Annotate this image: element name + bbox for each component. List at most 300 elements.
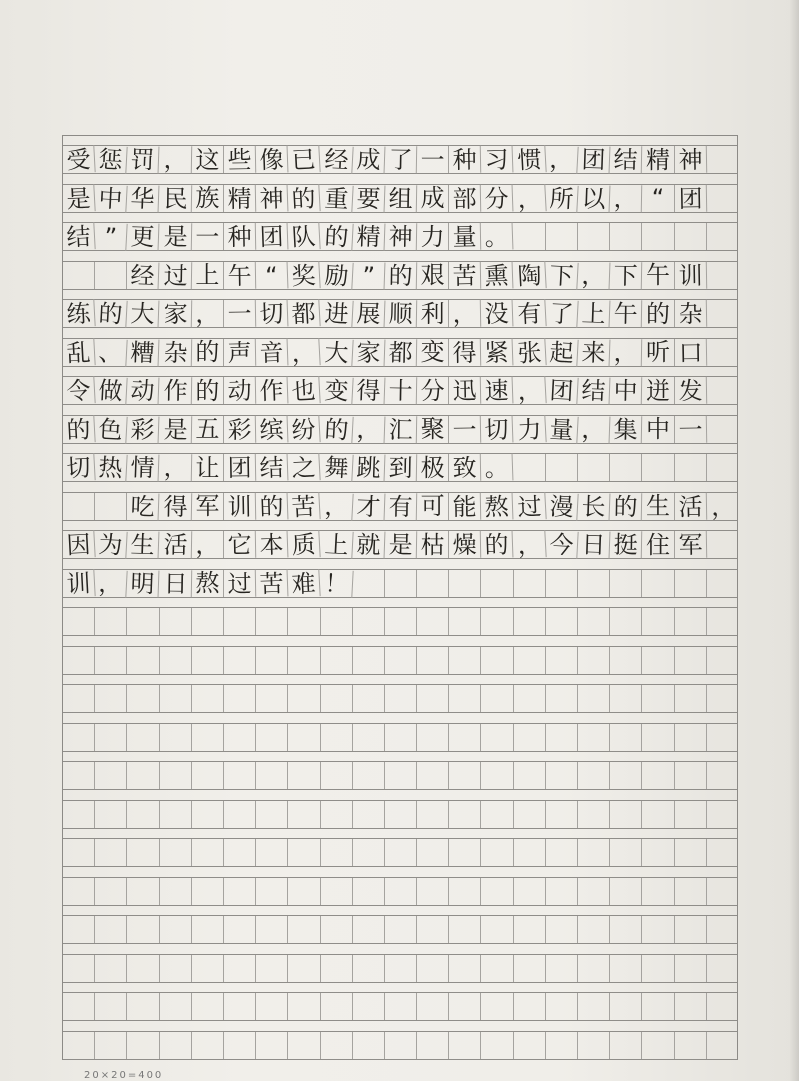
grid-cell bbox=[546, 878, 578, 905]
grid-cell: 可 bbox=[417, 493, 449, 520]
grid-cell bbox=[610, 801, 642, 828]
grid-cell: 声 bbox=[224, 338, 257, 366]
grid-cell bbox=[256, 647, 288, 674]
grid-cell bbox=[192, 916, 224, 943]
grid-cell bbox=[642, 223, 674, 250]
grid-cell: 进 bbox=[320, 299, 354, 328]
grid-cell bbox=[385, 608, 417, 635]
grid-cell: 的 bbox=[642, 300, 674, 327]
grid-row bbox=[63, 915, 737, 944]
grid-cell bbox=[192, 724, 224, 751]
grid-cell: 切 bbox=[256, 299, 289, 327]
grid-cell: 张 bbox=[513, 338, 547, 367]
grid-row bbox=[63, 838, 737, 867]
grid-cell: ， bbox=[288, 338, 322, 367]
grid-cell bbox=[546, 1032, 578, 1059]
grid-cell: 了 bbox=[385, 146, 418, 174]
grid-cell bbox=[514, 878, 546, 905]
grid-cell bbox=[95, 916, 127, 943]
grid-cell: ， bbox=[352, 415, 385, 443]
grid-cell bbox=[160, 801, 192, 828]
grid-cell bbox=[417, 1032, 449, 1059]
grid-cell bbox=[514, 1032, 546, 1059]
grid-cell: 纷 bbox=[288, 415, 322, 444]
grid-cell: 活 bbox=[159, 531, 192, 559]
grid-cell bbox=[385, 801, 417, 828]
grid-cell: 熬 bbox=[192, 570, 224, 597]
grid-cell bbox=[385, 955, 417, 982]
grid-cell: 神 bbox=[385, 223, 418, 251]
grid-cell: 华 bbox=[127, 184, 160, 212]
grid-cell: 种 bbox=[449, 146, 482, 174]
grid-cell bbox=[353, 839, 385, 866]
grid-cell bbox=[707, 1032, 739, 1059]
grid-row bbox=[63, 684, 737, 713]
grid-cell: 日 bbox=[578, 530, 611, 558]
grid-cell: 上 bbox=[578, 299, 611, 327]
grid-cell bbox=[707, 993, 739, 1020]
grid-cell bbox=[127, 839, 159, 866]
grid-cell: ， bbox=[513, 376, 547, 405]
grid-cell bbox=[675, 223, 707, 250]
grid-cell bbox=[95, 801, 127, 828]
grid-cell bbox=[578, 801, 610, 828]
grid-cell bbox=[127, 685, 159, 712]
grid-cell bbox=[449, 762, 481, 789]
grid-cell bbox=[675, 608, 707, 635]
grid-cell bbox=[256, 878, 288, 905]
grid-cell bbox=[481, 801, 513, 828]
grid-cell bbox=[192, 955, 224, 982]
grid-cell: “ bbox=[642, 185, 674, 212]
grid-cell: 重 bbox=[320, 184, 354, 213]
grid-cell bbox=[449, 801, 481, 828]
grid-cell: 跳 bbox=[352, 453, 385, 481]
grid-cell bbox=[353, 762, 385, 789]
grid-cell: ， bbox=[610, 184, 643, 212]
grid-cell bbox=[95, 724, 127, 751]
grid-cell bbox=[514, 916, 546, 943]
grid-cell: 力 bbox=[513, 415, 547, 444]
grid-cell: 得 bbox=[159, 492, 192, 520]
grid-cell bbox=[95, 1032, 127, 1059]
grid-cell bbox=[321, 878, 353, 905]
grid-cell bbox=[63, 801, 95, 828]
grid-cell bbox=[95, 762, 127, 789]
grid-cell bbox=[514, 724, 546, 751]
grid-cell bbox=[160, 724, 192, 751]
grid-cell: ” bbox=[352, 261, 385, 289]
grid-cell bbox=[675, 916, 707, 943]
grid-cell bbox=[707, 223, 739, 250]
grid-cell: 过 bbox=[159, 261, 192, 289]
grid-cell bbox=[385, 762, 417, 789]
grid-cell bbox=[224, 916, 256, 943]
grid-cell: 活 bbox=[674, 492, 707, 520]
grid-cell bbox=[321, 762, 353, 789]
grid-cell: 一 bbox=[417, 146, 449, 173]
grid-cell bbox=[578, 685, 610, 712]
grid-cell: 听 bbox=[642, 339, 674, 366]
grid-cell bbox=[385, 878, 417, 905]
grid-cell: 量 bbox=[545, 415, 579, 444]
grid-cell bbox=[675, 570, 707, 597]
grid-cell: 糟 bbox=[127, 338, 160, 366]
page-number: 20×20=400 bbox=[84, 1070, 164, 1081]
grid-cell bbox=[578, 993, 610, 1020]
grid-cell: 色 bbox=[95, 415, 129, 444]
grid-cell: 日 bbox=[159, 569, 192, 597]
grid-row bbox=[63, 492, 737, 521]
grid-cell bbox=[224, 762, 256, 789]
grid-cell: 的 bbox=[320, 415, 354, 444]
grid-cell: 迅 bbox=[449, 377, 482, 405]
grid-cell bbox=[610, 993, 642, 1020]
grid-cell bbox=[385, 839, 417, 866]
grid-cell: 的 bbox=[62, 415, 96, 444]
grid-cell bbox=[353, 724, 385, 751]
grid-cell bbox=[675, 724, 707, 751]
grid-cell bbox=[63, 262, 95, 289]
grid-cell: 结 bbox=[62, 222, 96, 251]
grid-cell: 军 bbox=[192, 493, 224, 520]
grid-cell: 了 bbox=[545, 299, 579, 328]
grid-cell: ， bbox=[95, 569, 129, 598]
grid-cell bbox=[675, 801, 707, 828]
grid-cell: 今 bbox=[545, 530, 579, 559]
grid-cell: 缤 bbox=[256, 415, 289, 443]
grid-cell bbox=[95, 685, 127, 712]
grid-cell bbox=[707, 146, 739, 173]
grid-cell: 变 bbox=[320, 376, 354, 405]
grid-cell bbox=[95, 878, 127, 905]
grid-cell bbox=[675, 993, 707, 1020]
grid-cell bbox=[675, 839, 707, 866]
grid-row bbox=[63, 992, 737, 1021]
grid-cell: ， bbox=[192, 531, 224, 558]
grid-cell: 质 bbox=[288, 530, 322, 559]
grid-cell: ， bbox=[513, 184, 547, 213]
grid-cell: 训 bbox=[62, 569, 96, 598]
grid-cell bbox=[417, 647, 449, 674]
grid-cell: 致 bbox=[449, 454, 482, 482]
grid-cell: 发 bbox=[674, 377, 707, 405]
grid-cell: 队 bbox=[288, 222, 322, 251]
grid-cell bbox=[675, 762, 707, 789]
grid-cell: 吃 bbox=[127, 492, 160, 520]
grid-cell bbox=[578, 916, 610, 943]
grid-cell: ， bbox=[449, 300, 482, 328]
grid-cell bbox=[95, 493, 127, 520]
grid-cell: 组 bbox=[385, 184, 418, 212]
grid-cell bbox=[481, 993, 513, 1020]
grid-cell: ， bbox=[710, 491, 736, 521]
grid-cell bbox=[449, 1032, 481, 1059]
grid-cell: 枯 bbox=[417, 531, 449, 558]
grid-cell: 奖 bbox=[288, 261, 322, 290]
grid-cell: 是 bbox=[62, 184, 96, 213]
grid-cell bbox=[160, 993, 192, 1020]
grid-cell: 精 bbox=[642, 146, 674, 173]
grid-row bbox=[63, 184, 737, 213]
grid-cell bbox=[449, 839, 481, 866]
grid-row bbox=[63, 646, 737, 675]
grid-cell bbox=[256, 916, 288, 943]
grid-cell bbox=[578, 570, 610, 597]
grid-cell: “ bbox=[256, 261, 289, 289]
grid-cell bbox=[95, 955, 127, 982]
grid-cell: 令 bbox=[62, 376, 96, 405]
manuscript-grid bbox=[62, 135, 738, 1060]
grid-cell: 以 bbox=[578, 184, 611, 212]
grid-cell: 到 bbox=[385, 454, 418, 482]
grid-cell: 罚 bbox=[127, 145, 160, 173]
grid-cell bbox=[642, 454, 674, 481]
grid-cell: 乱 bbox=[62, 338, 96, 367]
grid-cell: 苦 bbox=[256, 569, 289, 597]
grid-cell: 住 bbox=[642, 531, 674, 558]
grid-cell bbox=[288, 839, 320, 866]
grid-cell bbox=[95, 262, 127, 289]
grid-cell: 团 bbox=[224, 454, 257, 482]
grid-cell: 变 bbox=[417, 339, 449, 366]
grid-cell bbox=[514, 762, 546, 789]
grid-cell bbox=[385, 570, 417, 597]
grid-cell bbox=[321, 685, 353, 712]
grid-cell bbox=[642, 993, 674, 1020]
grid-cell bbox=[63, 916, 95, 943]
grid-cell bbox=[321, 608, 353, 635]
grid-cell bbox=[707, 262, 739, 289]
grid-cell bbox=[321, 955, 353, 982]
grid-cell bbox=[546, 608, 578, 635]
grid-cell bbox=[642, 762, 674, 789]
grid-cell bbox=[127, 916, 159, 943]
grid-cell: 没 bbox=[481, 299, 514, 327]
grid-cell: 生 bbox=[642, 493, 674, 520]
grid-cell: ， bbox=[610, 338, 643, 366]
grid-cell: 聚 bbox=[417, 416, 449, 443]
grid-cell bbox=[63, 608, 95, 635]
grid-cell: 一 bbox=[192, 223, 224, 250]
grid-cell bbox=[546, 685, 578, 712]
grid-cell bbox=[578, 1032, 610, 1059]
grid-cell: 结 bbox=[256, 453, 289, 481]
grid-cell bbox=[514, 454, 546, 481]
grid-cell bbox=[707, 916, 739, 943]
grid-cell bbox=[707, 454, 739, 481]
grid-cell bbox=[192, 1032, 224, 1059]
grid-cell: 分 bbox=[417, 377, 449, 404]
grid-cell: 中 bbox=[95, 184, 129, 213]
grid-cell bbox=[610, 878, 642, 905]
grid-cell bbox=[642, 647, 674, 674]
grid-cell bbox=[224, 801, 256, 828]
grid-cell bbox=[95, 839, 127, 866]
grid-cell bbox=[578, 223, 610, 250]
grid-cell bbox=[385, 685, 417, 712]
grid-cell bbox=[256, 762, 288, 789]
grid-cell: ， bbox=[159, 146, 192, 174]
grid-cell: 的 bbox=[192, 377, 224, 404]
grid-cell: 有 bbox=[513, 299, 547, 328]
grid-cell bbox=[642, 570, 674, 597]
grid-cell bbox=[610, 647, 642, 674]
grid-cell: 上 bbox=[320, 530, 354, 559]
grid-cell bbox=[514, 608, 546, 635]
grid-cell bbox=[675, 454, 707, 481]
grid-cell bbox=[546, 724, 578, 751]
grid-cell: 午 bbox=[610, 300, 643, 328]
grid-cell: 汇 bbox=[385, 415, 418, 443]
grid-row bbox=[63, 145, 737, 174]
grid-cell: 结 bbox=[578, 376, 611, 404]
grid-cell: 下 bbox=[610, 261, 643, 289]
grid-cell: 下 bbox=[545, 261, 579, 290]
grid-cell: 起 bbox=[545, 338, 579, 367]
grid-cell bbox=[610, 955, 642, 982]
grid-cell: 神 bbox=[674, 146, 707, 174]
grid-cell bbox=[95, 647, 127, 674]
grid-cell: 杂 bbox=[159, 338, 192, 366]
grid-cell bbox=[127, 724, 159, 751]
grid-cell bbox=[707, 416, 739, 443]
grid-cell bbox=[546, 454, 578, 481]
grid-cell bbox=[192, 878, 224, 905]
grid-cell bbox=[385, 993, 417, 1020]
grid-cell bbox=[449, 647, 481, 674]
grid-cell bbox=[578, 647, 610, 674]
grid-cell bbox=[546, 993, 578, 1020]
grid-cell bbox=[256, 993, 288, 1020]
grid-cell bbox=[192, 647, 224, 674]
grid-cell: 作 bbox=[159, 377, 192, 405]
grid-cell bbox=[224, 878, 256, 905]
grid-cell bbox=[417, 801, 449, 828]
grid-cell bbox=[160, 1032, 192, 1059]
grid-cell bbox=[707, 339, 739, 366]
grid-cell: 挺 bbox=[610, 531, 643, 559]
grid-cell bbox=[192, 685, 224, 712]
grid-cell bbox=[481, 916, 513, 943]
grid-cell: 些 bbox=[224, 146, 257, 174]
grid-cell bbox=[546, 839, 578, 866]
grid-cell bbox=[578, 839, 610, 866]
grid-cell bbox=[642, 916, 674, 943]
grid-cell: 为 bbox=[95, 530, 129, 559]
grid-cell bbox=[707, 531, 739, 558]
grid-cell: 的 bbox=[256, 492, 289, 520]
grid-cell: 速 bbox=[481, 376, 514, 404]
grid-cell: 受 bbox=[62, 145, 96, 174]
grid-cell: 本 bbox=[256, 530, 289, 558]
grid-cell bbox=[449, 993, 481, 1020]
grid-cell bbox=[610, 762, 642, 789]
grid-cell bbox=[514, 223, 546, 250]
grid-cell: 精 bbox=[352, 222, 385, 250]
grid-cell: ， bbox=[513, 530, 547, 559]
grid-cell bbox=[288, 993, 320, 1020]
grid-cell bbox=[642, 608, 674, 635]
grid-cell bbox=[224, 685, 256, 712]
grid-cell: 才 bbox=[352, 492, 385, 520]
grid-cell: 家 bbox=[352, 338, 385, 366]
grid-cell bbox=[160, 916, 192, 943]
grid-cell bbox=[481, 570, 513, 597]
grid-row bbox=[63, 261, 737, 290]
grid-cell: 练 bbox=[62, 299, 96, 328]
grid-cell bbox=[353, 647, 385, 674]
grid-cell bbox=[63, 1032, 95, 1059]
grid-cell bbox=[546, 801, 578, 828]
grid-cell bbox=[642, 878, 674, 905]
grid-cell: 情 bbox=[127, 453, 160, 481]
grid-cell bbox=[610, 223, 642, 250]
grid-cell: 。 bbox=[481, 222, 514, 250]
grid-cell: ， bbox=[545, 145, 579, 174]
grid-cell: 中 bbox=[642, 416, 674, 443]
grid-cell bbox=[707, 801, 739, 828]
grid-cell: 艰 bbox=[417, 262, 449, 289]
grid-row bbox=[63, 453, 737, 482]
grid-cell bbox=[160, 685, 192, 712]
grid-cell bbox=[95, 608, 127, 635]
grid-cell: 杂 bbox=[674, 300, 707, 328]
grid-cell bbox=[256, 685, 288, 712]
grid-cell: 的 bbox=[481, 530, 514, 558]
grid-cell: 燥 bbox=[449, 531, 482, 559]
grid-cell bbox=[127, 878, 159, 905]
grid-cell bbox=[578, 878, 610, 905]
grid-cell bbox=[321, 993, 353, 1020]
grid-cell bbox=[610, 570, 642, 597]
grid-cell bbox=[95, 993, 127, 1020]
grid-cell bbox=[160, 878, 192, 905]
grid-cell: 迸 bbox=[642, 377, 674, 404]
grid-cell bbox=[353, 993, 385, 1020]
grid-cell bbox=[192, 993, 224, 1020]
grid-cell: 明 bbox=[127, 569, 160, 597]
grid-cell bbox=[63, 724, 95, 751]
grid-cell: 族 bbox=[192, 185, 224, 212]
grid-cell bbox=[642, 724, 674, 751]
grid-cell bbox=[514, 955, 546, 982]
grid-cell: 中 bbox=[610, 377, 643, 405]
grid-cell bbox=[256, 801, 288, 828]
grid-cell: 。 bbox=[481, 453, 514, 481]
grid-cell: 团 bbox=[256, 222, 289, 250]
grid-row bbox=[63, 877, 737, 906]
grid-cell bbox=[288, 762, 320, 789]
grid-cell: 做 bbox=[95, 376, 129, 405]
grid-cell bbox=[610, 916, 642, 943]
grid-cell bbox=[481, 724, 513, 751]
grid-cell bbox=[546, 916, 578, 943]
grid-cell bbox=[578, 608, 610, 635]
grid-cell bbox=[63, 878, 95, 905]
grid-cell: 熏 bbox=[481, 261, 514, 289]
grid-cell bbox=[288, 878, 320, 905]
grid-cell: 大 bbox=[127, 299, 160, 327]
grid-cell: 是 bbox=[159, 223, 192, 251]
grid-cell bbox=[288, 801, 320, 828]
grid-cell bbox=[546, 570, 578, 597]
grid-cell: 得 bbox=[449, 338, 482, 366]
grid-cell bbox=[353, 878, 385, 905]
grid-cell bbox=[707, 878, 739, 905]
grid-row bbox=[63, 299, 737, 328]
grid-cell bbox=[417, 916, 449, 943]
